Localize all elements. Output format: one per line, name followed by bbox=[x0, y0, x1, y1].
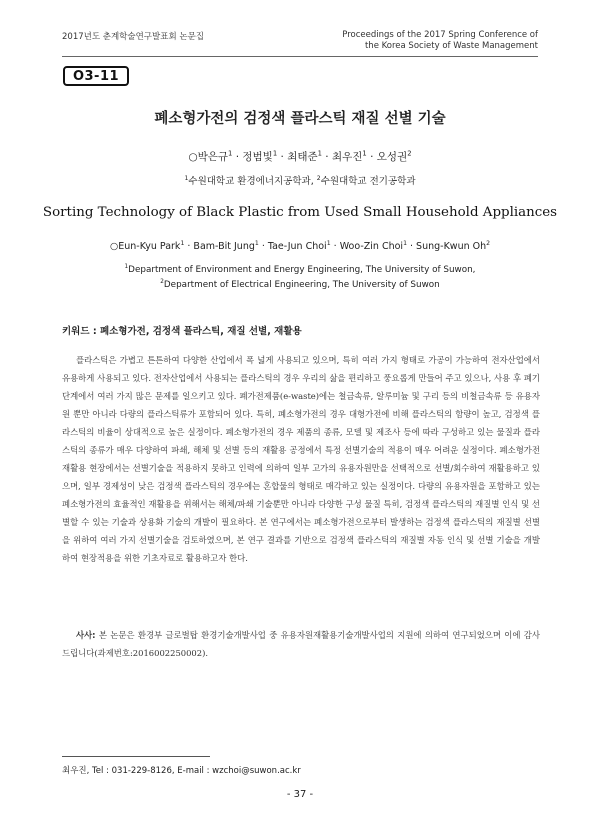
author-ko-affil-sup: 1 bbox=[228, 149, 233, 158]
affil-ko-sup: 2 bbox=[316, 174, 321, 182]
footnote-rule bbox=[62, 756, 210, 757]
affiliations-english bbox=[0, 263, 600, 293]
author-en-affil-sup: 1 bbox=[326, 239, 331, 247]
running-header-right-line1: Proceedings of the 2017 Spring Conference of bbox=[342, 30, 538, 40]
author-separator: · bbox=[184, 241, 194, 252]
corresponding-author-footnote: 최우진, Tel : 031-229-8126, E-mail : wzchoi@suwon.ac.kr bbox=[62, 766, 301, 776]
affil-en-line bbox=[0, 278, 600, 293]
keywords: 키워드 : 폐소형가전, 검정색 플라스틱, 재질 선별, 재활용 bbox=[62, 326, 302, 337]
author-ko: 오성권 bbox=[376, 151, 408, 163]
author-separator: · bbox=[321, 151, 332, 163]
author-separator: · bbox=[232, 151, 243, 163]
affil-ko-sup: 1 bbox=[184, 174, 189, 182]
affiliations-korean bbox=[0, 173, 600, 187]
affil-en-sup: 1 bbox=[124, 264, 129, 271]
author-ko: 정범빛 bbox=[242, 151, 273, 163]
author-en-affil-sup: 1 bbox=[403, 239, 407, 247]
author-en-affil-sup: 2 bbox=[486, 239, 491, 247]
affil-en: Department of Environment and Energy Engineering, The University of Suwon, bbox=[128, 265, 476, 275]
author-ko-affil-sup: 2 bbox=[407, 149, 412, 158]
author-separator: · bbox=[330, 241, 340, 252]
page-number: - 37 - bbox=[286, 789, 314, 800]
acknowledgment bbox=[62, 626, 540, 662]
author-ko-affil-sup: 1 bbox=[362, 149, 367, 158]
author-ko: 최태준 bbox=[287, 151, 318, 163]
author-ko: ○박은규 bbox=[188, 151, 229, 163]
running-header-right-line2: the Korea Society of Waste Management bbox=[364, 41, 538, 51]
author-ko-affil-sup: 1 bbox=[317, 149, 322, 158]
acknowledgment-text: 본 논문은 환경부 글로벌탑 환경기술개발사업 중 유용자원재활용기술개발사업의 지원에 의하여 연구되었으며 이에 감사드립니다(과제번호:2016002250002). bbox=[62, 630, 540, 658]
affil-ko: 수원대학교 환경에너지공학과, bbox=[188, 176, 314, 187]
header-rule bbox=[62, 56, 538, 57]
authors-english bbox=[0, 241, 600, 252]
author-en-affil-sup: 1 bbox=[180, 239, 185, 247]
author-en: Woo-Zin Choi bbox=[339, 241, 404, 252]
author-separator: · bbox=[406, 241, 417, 252]
author-ko: 최우진 bbox=[331, 151, 363, 163]
author-separator: · bbox=[277, 151, 288, 163]
author-en-affil-sup: 1 bbox=[254, 239, 259, 247]
authors-korean bbox=[0, 149, 600, 164]
author-separator: · bbox=[258, 241, 268, 252]
author-ko-affil-sup: 1 bbox=[272, 149, 278, 158]
running-header-right bbox=[342, 30, 538, 52]
author-en: Sung-Kwun Oh bbox=[416, 241, 487, 252]
title-english: Sorting Technology of Black Plastic from Used Small Household Appliances bbox=[42, 205, 558, 220]
running-header-left: 2017년도 춘계학술연구발표회 논문집 bbox=[62, 32, 204, 42]
abstract-body: 플라스틱은 가볍고 튼튼하여 다양한 산업에서 폭 넓게 사용되고 있으며, 특히 여러 가지 형태로 가공이 가능하여 전자산업에서 유용하게 사용되고 있다. 전자산업에서 사용되는 플라스틱의 경우 우리의 삶을 편리하고 풍요롭게 만들어 주고 있으나, 사용 후 폐기단계에서 여러 가지 많은 문제를 일으키고 있다. 폐가전제품(e-waste)에는 철금속류, 알루미늄 및 구리 등의 비철금속류 등 유용자원 뿐만 아니라 다량의 플라스틱류가 포함되어 있다. 특히, 폐소형가전의 경우 대형가전에 비해 플라스틱의 함량이 높고, 검정색 플라스틱의 비율이 상대적으로 높은 실정이다. 폐소형가전의 경우 제품의 종류, 모델 및 제조사 등에 따라 구성하고 있는 물질과 플라스틱의 종류가 매우 다양하여 파쇄, 해체 및 선별 등의 재활용 공정에서 특정 선별기술의 적용이 매우 어려운 실정이다. 폐소형가전 재활용 현장에서는 선별기술을 적용하지 못하고 인력에 의하여 일부 고가의 유용자원만을 선택적으로 선별/회수하여 재활용하고 있으며, 일부 경제성이 낮은 검정색 플라스틱의 경우에는 혼합물의 형태로 매각하고 있는 실정이다. 다량의 유용자원을 포함하고 있는 폐소형가전의 효율적인 재활용을 위해서는 해체/파쇄 기술뿐만 아니라 다양한 구성 물질 특히, 검정색 플라스틱의 재질별 인식 및 선별할 수 있는 기술과 상용화 기술의 개발이 필요하다. 본 연구에서는 폐소형가전으로부터 발생하는 검정색 플라스틱의 재질별 선별을 위하여 여러 가지 선별기술을 검토하였으며, 본 연구 결과를 기반으로 검정색 플라스틱의 재질별 자동 인식 및 선별 기술을 개발하여 현장적용을 위한 기초자료로 활용하고자 한다. bbox=[62, 355, 540, 563]
author-en: Bam-Bit Jung bbox=[193, 241, 255, 252]
paper-code-badge: O3-11 bbox=[63, 66, 129, 86]
affil-ko: 수원대학교 전기공학과 bbox=[320, 176, 416, 187]
acknowledgment-label: 사사: bbox=[76, 630, 96, 640]
affil-en-line bbox=[0, 263, 600, 278]
affil-en-sup: 2 bbox=[160, 279, 164, 286]
author-en: ○Eun-Kyu Park bbox=[109, 241, 181, 252]
affil-en: Department of Electrical Engineering, The University of Suwon bbox=[163, 280, 440, 290]
author-en: Tae-Jun Choi bbox=[267, 241, 327, 252]
title-korean: 폐소형가전의 검정색 플라스틱 재질 선별 기술 bbox=[154, 111, 446, 127]
author-separator: · bbox=[366, 151, 377, 163]
